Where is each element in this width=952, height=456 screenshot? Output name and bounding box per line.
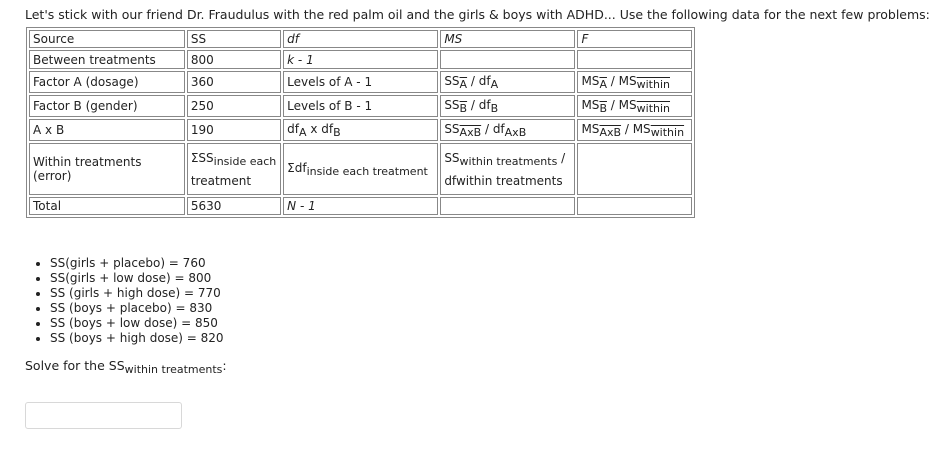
factor-a-ss: 360 — [187, 71, 281, 93]
table-row-within — [29, 143, 692, 195]
list-item: • SS (boys + high dose) = 820 — [50, 331, 224, 346]
between-source: Between treatments — [29, 50, 185, 69]
table-row-factor-a — [29, 71, 692, 93]
list-item: • SS (boys + placebo) = 830 — [50, 301, 224, 316]
anova-table — [26, 27, 695, 218]
answer-input[interactable] — [25, 402, 182, 429]
between-ss: 800 — [187, 50, 281, 69]
header-f: F — [577, 30, 692, 48]
total-source: Total — [29, 197, 185, 215]
problem-intro: Let's stick with our friend Dr. Fraudulus with the red palm oil and the girls & boys with ADHD... Use the following data for the next few problems: — [25, 7, 930, 22]
table-row-factor-b — [29, 95, 692, 117]
within-f — [577, 143, 692, 195]
between-ms — [440, 50, 575, 69]
list-item: • SS (girls + high dose) = 770 — [50, 286, 224, 301]
within-ms: $SS_{within treatments}$ / dfwithin treatments — [440, 143, 575, 195]
factor-a-ms: $SS_{\overline{A}} / df_A$ — [440, 71, 575, 93]
factor-b-ms: $SS_{\overline{B}} / df_B$ — [440, 95, 575, 117]
list-item: • SS (boys + low dose) = 850 — [50, 316, 224, 331]
total-ms — [440, 197, 575, 215]
within-df: Σdf$_{inside each treatment}$ — [283, 143, 438, 195]
table-row-between — [29, 50, 692, 69]
within-ss: $\Sigma SS_{inside each}$ treatment — [187, 143, 281, 195]
interaction-df: $df_A$ x $df_B$ — [283, 119, 438, 141]
header-ss: SS — [187, 30, 281, 48]
factor-b-f: $MS_{\overline{B}} / MS_{within}$ — [577, 95, 692, 117]
list-item: • SS(girls + placebo) = 760 — [50, 256, 224, 271]
list-item: • SS(girls + low dose) = 800 — [50, 271, 224, 286]
within-source: Within treatments (error) — [29, 143, 185, 195]
factor-a-source: Factor A (dosage) — [29, 71, 185, 93]
factor-b-ss: 250 — [187, 95, 281, 117]
interaction-ss: 190 — [187, 119, 281, 141]
factor-a-df: Levels of A - 1 — [283, 71, 438, 93]
table-row-interaction — [29, 119, 692, 141]
ss-values-list — [35, 256, 224, 346]
total-ss: 5630 — [187, 197, 281, 215]
between-f — [577, 50, 692, 69]
interaction-source: A x B — [29, 119, 185, 141]
header-source: Source — [29, 30, 185, 48]
between-df: k - 1 — [283, 50, 438, 69]
factor-b-source: Factor B (gender) — [29, 95, 185, 117]
header-ms: MS — [440, 30, 575, 48]
factor-a-f: $MS_{\overline{A}} / MS_{within}$ — [577, 71, 692, 93]
table-header-row — [29, 30, 692, 48]
question-prompt: Solve for the $SS_{within treatments}$: — [25, 358, 227, 376]
total-f — [577, 197, 692, 215]
interaction-f: $MS_{\overline{AxB}} / MS_{within}$ — [577, 119, 692, 141]
interaction-ms: $SS_{\overline{AxB}} / df_{AxB}$ — [440, 119, 575, 141]
factor-b-df: Levels of B - 1 — [283, 95, 438, 117]
header-df: df — [283, 30, 438, 48]
total-df: N - 1 — [283, 197, 438, 215]
table-row-total — [29, 197, 692, 215]
